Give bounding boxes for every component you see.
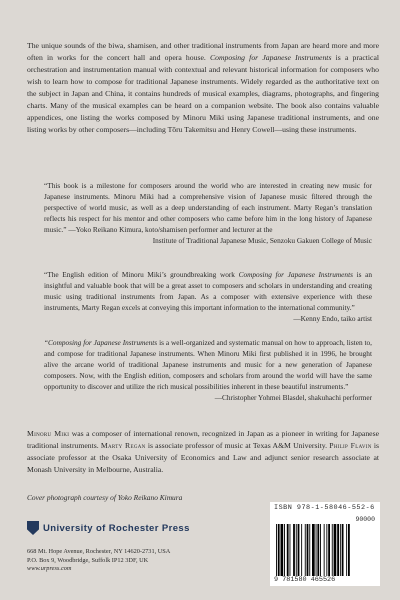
quote-attribution: —Christopher Yohmei Blasdel, shakuhachi performer [214,393,372,403]
quote-text-after: is a well-organized and systematic manual on how to approach, listen to, and compose for traditional Japanese instruments. When Minoru Miki first published it in 1996, he brought alive the arcane world of traditional Japanese instruments and music for a new generation of Japanese composers. Now, with the English edition, composers and scholars from around the world will have the same opportunity to discover and utilize the rich musical possibilities inherent in these beautiful instruments.” [44,338,372,392]
isbn-barcode [270,502,380,586]
barcode-bar [298,524,300,576]
isbn-label: ISBN 978-1-58046-552-6 [274,504,375,512]
barcode-bar [328,524,330,576]
photo-credit: Cover photograph courtesy of Yoko Reikano Kimura [27,493,183,502]
barcode-bar [287,524,289,576]
barcode-bar [296,524,297,576]
publisher-website: www.urpress.com [27,565,72,573]
barcode-bar [326,524,327,576]
book-description [27,40,379,136]
barcode-bar [281,524,284,576]
barcode-bar [284,524,285,576]
quote-book-title: “Composing for Japanese Instruments [44,338,158,347]
bio-text-miki: was a composer of international renown, recognized in Japan as a pioneer in writing for Japanese traditional instruments. [27,429,379,450]
translator-name-flavin: Philip Flavin [329,441,372,450]
barcode-bar [346,524,347,576]
barcode-bar [307,524,309,576]
endorsement-quote-3 [44,337,372,404]
barcode-bar [317,524,319,576]
description-text-2: is a practical orchestration and instrumentation manual with contextual and relevant historical information for composers who wish to learn how to compose for traditional Japanese instruments. Widely regarded as the authoritative text on the subject in Japan and China, it contains hundreds of musical examples, diagrams, photographs, and fingering charts. Many of the musical examples can be heard on a companion website. The book also contains valuable appendices, one listing the works composed by Minoru Miki using Japanese traditional instruments, and one listing works by other composers—including Tōru Takemitsu and Henry Cowell—using these instruments. [27,53,379,135]
address-line-usa: 668 Mt. Hope Avenue, Rochester, NY 14620-2731, USA [27,548,171,555]
barcode-number: 9 781580 465526 [274,576,336,584]
barcode-bar [312,524,315,576]
barcode-bar [305,524,306,576]
barcode-bar [334,524,337,576]
quote-text: “This book is a milestone for composers around the world who are interested in creating new music for Japanese instruments. Minoru Miki had a comprehensive vision of Japanese music filtered through the perspective of world music, as well as a deep understanding of each instrument. Marty Regan’s translation reflects his respect for his mentor and other composers who came before him in the long history of Japanese music.” [44,181,372,235]
barcode-bar [342,524,344,576]
translator-name-regan: Marty Regan [100,441,146,450]
barcode-bar [293,524,295,576]
quote-book-title: Composing for Japanese Instruments [238,270,353,279]
barcode-bar [301,524,302,576]
address-line-uk: P.O. Box 9, Woodbridge, Suffolk IP12 3DF, UK [27,556,149,564]
quote-attribution-affiliation: Institute of Traditional Japanese Music, Senzoku Gakuen College of Music [152,236,372,246]
description-text-1: The unique sounds of the biwa, shamisen, and other traditional instruments from Japan are heard more and more often in works for the concert hall and opera house. [27,41,379,63]
publisher-name: University of Rochester Press [43,522,190,534]
barcode-bar [276,524,277,576]
bio-text-flavin: is associate professor at the Osaka University of Economics and Law and adjunct senior research associate at Monash University in Melbourne, Australia. [27,441,379,474]
publisher-logo [27,521,190,535]
barcode-bar [309,524,310,576]
endorsement-quote-1 [44,180,372,247]
quote-text-before: “The English edition of Minoru Miki’s groundbreaking work [44,270,239,279]
contributor-bios [27,428,379,476]
barcode-bar [278,524,280,576]
barcode-bar [316,524,317,576]
university-shield-icon [27,521,39,535]
quote-attribution: —Kenny Endo, taiko artist [293,314,372,324]
price-code: 90000 [355,516,375,523]
quote-attribution: —Yoko Reikano Kimura, koto/shamisen performer and lecturer at the [68,225,273,235]
quote-text-after: is an insightful and valuable book that will be a great asset to composers and scholars in understanding and creating music using traditional instruments from Japan. As a composer with extensive experience with these instruments, Marty Regan excels at conveying this important information to the international community.” [44,270,373,313]
description-book-title: Composing for Japanese Instruments [209,53,332,63]
barcode-bar [348,524,350,576]
barcode-bar [324,524,325,576]
barcode-bar [337,524,339,576]
author-name-miki: Minoru Miki [27,429,70,438]
barcode-bar [332,524,333,576]
barcode-bars [276,524,374,576]
publisher-address [27,548,170,574]
barcode-bar [340,524,341,576]
barcode-bar [320,524,321,576]
endorsement-quote-2 [44,269,372,324]
barcode-bar [290,524,291,576]
bio-text-regan: is associate professor of music at Texas A&M University. [145,441,330,450]
